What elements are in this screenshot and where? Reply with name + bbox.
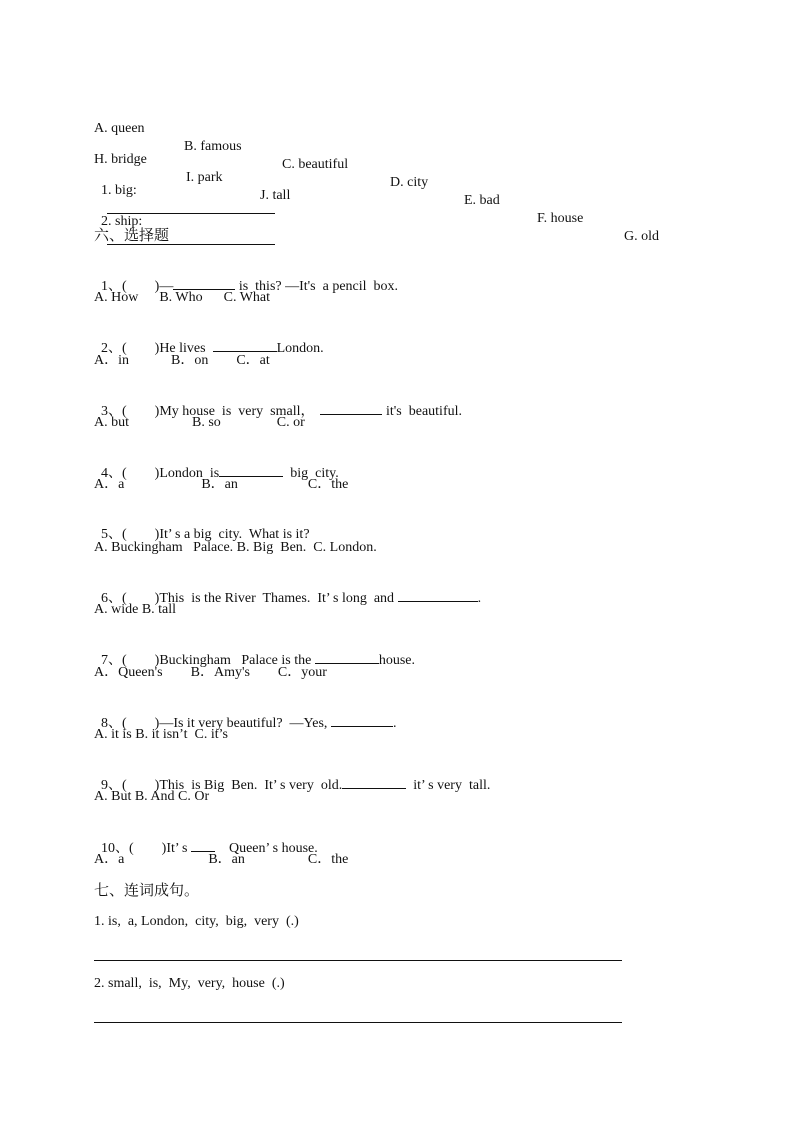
question-options: A．a B．an C．the <box>94 852 349 867</box>
word-bank-option: F. house <box>537 211 584 226</box>
answer-line[interactable] <box>94 960 622 961</box>
question-text: 9、( )This is Big Ben. It’ s very old. <box>101 778 343 793</box>
question-text: 8、( )—Is it very beautiful? —Yes, <box>101 716 331 731</box>
question-text: 6、( )This is the River Thames. It’ s long and <box>101 591 398 606</box>
question-options: A. wide B. tall <box>94 602 177 617</box>
answer-blank[interactable] <box>331 713 393 727</box>
sentence-item: 1. is, a, London, city, big, very (.) <box>94 914 299 929</box>
antonym-label: 1. big: <box>101 183 137 198</box>
answer-blank[interactable] <box>398 588 478 602</box>
question-text: 4、( )London is <box>101 466 220 481</box>
question-options: A．a B．an C．the <box>94 477 349 492</box>
answer-line[interactable] <box>94 1022 622 1023</box>
antonym-label: 2. ship: <box>101 214 143 229</box>
question-options: A．in B．on C．at <box>94 353 270 368</box>
word-bank-option: J. tall <box>260 188 291 203</box>
question-text: 5、( )It’ s a big city. What is it? <box>101 527 310 542</box>
question-text: . <box>392 716 397 731</box>
sentence-item: 2. small, is, My, very, house (.) <box>94 976 285 991</box>
word-bank-option: G. old <box>624 229 659 244</box>
question-options: A. Buckingham Palace. B. Big Ben. C. London. <box>94 540 377 555</box>
word-bank-option: C. beautiful <box>282 157 349 172</box>
question-text: it’ s very tall. <box>406 778 491 793</box>
question-text: London. <box>276 341 324 356</box>
question-text: 10、( )It’ s <box>101 841 191 856</box>
question-options: A. it is B. it isn’t C. it’s <box>94 727 228 742</box>
question-options: A. But B. And C. Or <box>94 789 210 804</box>
question-text: 2、( )He lives <box>101 341 213 356</box>
answer-blank[interactable] <box>219 463 283 477</box>
word-bank-option: E. bad <box>464 193 500 208</box>
question-options: A．Queen's B．Amy's C．your <box>94 665 327 680</box>
word-bank-option: B. famous <box>184 139 242 154</box>
answer-blank[interactable] <box>213 338 277 352</box>
section-title: 六、选择题 <box>94 226 170 244</box>
question-text: Queen’ s house. <box>214 841 318 856</box>
answer-blank[interactable] <box>315 650 379 664</box>
question-options: A. but B. so C. or <box>94 415 305 430</box>
answer-blank[interactable] <box>173 276 235 290</box>
question-text: 7、( )Buckingham Palace is the <box>101 653 315 668</box>
word-bank-option: I. park <box>186 170 223 185</box>
word-bank-option: D. city <box>390 175 429 190</box>
question-text: it's beautiful. <box>382 404 462 419</box>
question-text: . <box>477 591 482 606</box>
answer-blank[interactable] <box>342 775 406 789</box>
question-options: A. How B. Who C. What <box>94 290 271 305</box>
question-text: house. <box>378 653 416 668</box>
answer-blank[interactable] <box>320 401 382 415</box>
answer-blank[interactable] <box>191 838 215 852</box>
question-text: is this? —It's a pencil box. <box>235 279 399 294</box>
section-title: 七、连词成句。 <box>94 881 200 899</box>
word-bank-option: H. bridge <box>94 152 147 167</box>
question-text: 3、( )My house is very small， <box>101 404 315 419</box>
word-bank-option: A. queen <box>94 121 145 136</box>
question-text: 1、( )— <box>101 279 174 294</box>
question-text: big city. <box>283 466 339 481</box>
